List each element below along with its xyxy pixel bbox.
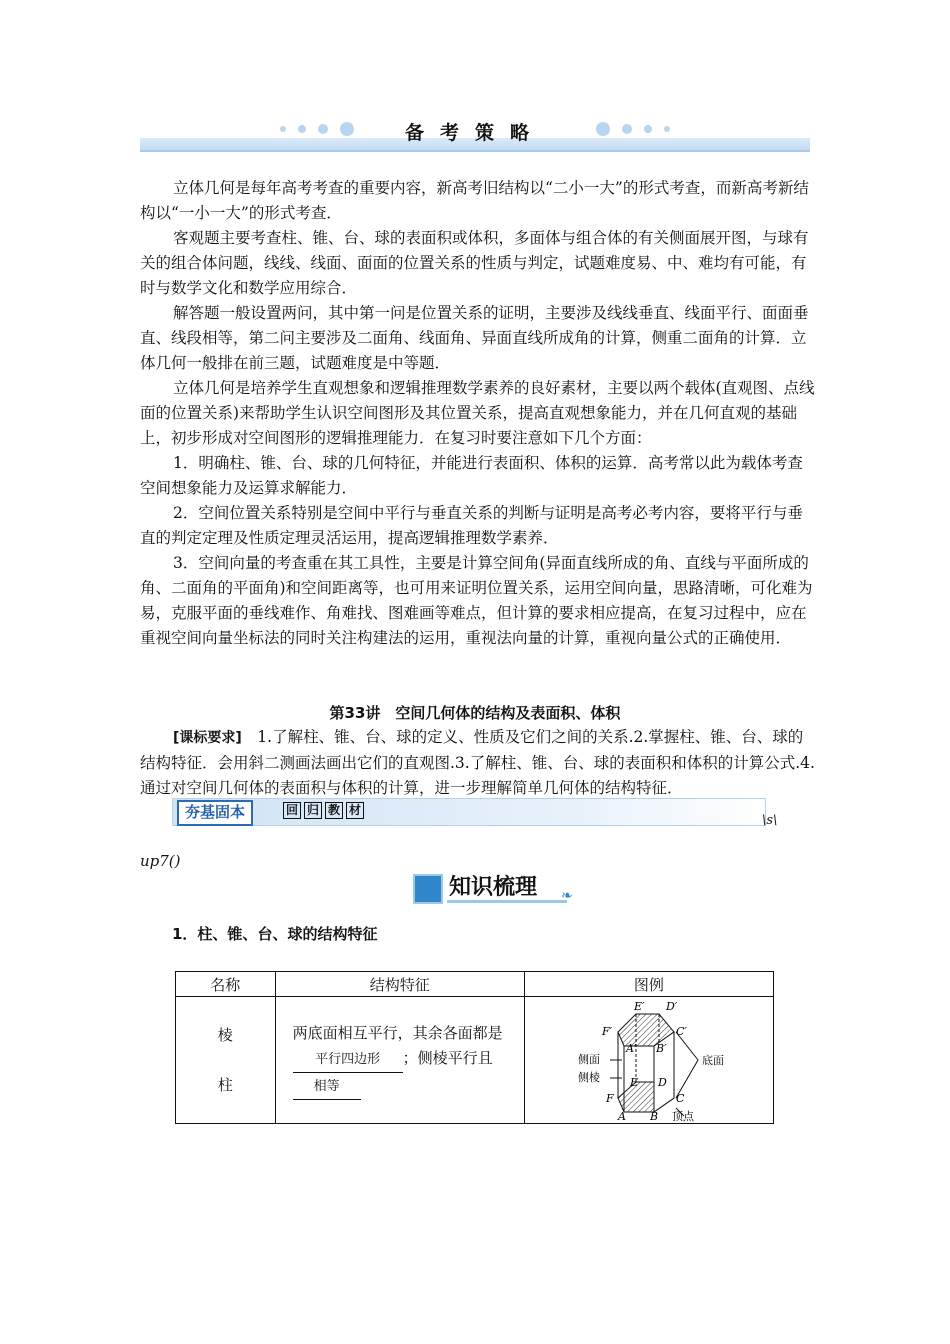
table-header: 名称 [176,972,276,997]
item-title: 1．柱、锥、台、球的结构特征 [172,925,378,943]
vertex-label: E [629,1076,638,1089]
structure-table [175,971,774,1124]
prism-diagram [526,998,776,1122]
name-char: 棱 [217,1026,233,1044]
requirements-label: [课标要求] [173,730,242,746]
section-subtitle-char: 教 [325,802,343,819]
vertex-label: E′ [633,1000,645,1013]
strategy-paragraph-5: 1．明确柱、锥、台、球的几何特征，并能进行表面积、体积的运算．高考常以此为载体考查空间想象能力及运算求解能力． [140,454,803,497]
answer-blank: 相等 [293,1074,361,1100]
section-subtitle [283,802,367,819]
vertex-label: B′ [655,1042,667,1055]
section-subtitle-char: 归 [304,802,322,819]
strategy-paragraph-6: 2．空间位置关系特别是空间中平行与垂直关系的判断与证明是高考必考内容，要将平行与垂直的判定定理及性质定理灵活运用，提高逻辑推理数学素养． [140,504,803,547]
vertex-label: A′ [625,1042,637,1055]
leaf-icon: ❧ [561,888,573,904]
table-header: 图例 [524,972,773,997]
prism-figure [526,998,772,1122]
name-cell [176,997,276,1124]
feature-cell [275,997,524,1124]
vertex-label: B [649,1110,658,1122]
knowledge-heading-text: 知识梳理 [449,875,538,900]
section-banner [140,118,810,150]
requirements-text: 1.了解柱、锥、台、球的定义、性质及它们之间的关系.2.掌握柱、锥、台、球的结构特征．会用斜二测画法画出它们的直观图.3.了解柱、锥、台、球的表面积和体积的计算公式.4.通过对空间几何体的表面积与体积的计算，进一步理解简单几何体的结构特征． [140,728,815,797]
section-subtitle-char: 回 [283,802,301,819]
section-bar [172,798,766,826]
side-face-label: 侧面 [577,1053,600,1066]
figure-cell [524,997,773,1124]
lecture-title: 第33讲 空间几何体的结构及表面积、体积 [329,704,621,722]
banner-dots-right [596,122,670,136]
vertex-label: D′ [665,1000,678,1013]
section-subtitle-char: 材 [346,802,364,819]
table-header: 结构特征 [275,972,524,997]
base-label: 底面 [701,1054,724,1067]
curriculum-requirements [140,725,816,801]
vertex-label: F′ [601,1025,612,1038]
vertex-point-label: 顶点 [671,1110,694,1122]
strategy-paragraph-1: 立体几何是每年高考考查的重要内容，新高考旧结构以“二小一大”的形式考查，而新高考新结构以“一小一大”的形式考查． [140,179,809,222]
table-header-row [176,972,774,997]
heading-square-icon [413,874,443,904]
strategy-paragraph-7: 3．空间向量的考查重在其工具性，主要是计算空间角(异面直线所成的角、直线与平面所成的角、二面角的平面角)和空间距离等，也可用来证明位置关系，运用空间向量，思路清晰，可化难为易，克服平面的垂线难作、角难找、图难画等难点，但计算的要求相应提高，在复习过程中，应在重视空间向量坐标法的同时关注构建法的运用，重视法向量的计算，重视向量公式的正确使用． [140,554,813,647]
section-tag: 夯基固本 [177,800,253,826]
banner-title: 备考策略 [404,122,545,144]
strategy-paragraph-2: 客观题主要考查柱、锥、台、球的表面积或体积，多面体与组合体的有关侧面展开图，与球有关的组合体问题，线线、线面、面面的位置关系的性质与判定，试题难度易、中、难均有可能，有时与数学文化和数学应用综合． [140,229,809,297]
stray-markup-left: up7() [140,852,181,870]
table-row [176,997,774,1124]
vertex-label: C′ [675,1025,687,1038]
knowledge-heading [413,870,573,902]
strategy-paragraph-4: 立体几何是培养学生直观想象和逻辑推理数学素养的良好素材，主要以两个载体(直观图、点线面的位置关系)来帮助学生认识空间图形及其位置关系，提高直观想象能力，并在几何直观的基础上，初步形成对空间图形的逻辑推理能力．在复习时要注意如下几个方面： [140,379,815,447]
strategy-paragraph-3: 解答题一般设置两问，其中第一问是位置关系的证明，主要涉及线线垂直、线面平行、面面垂直、线段相等，第二问主要涉及二面角、线面角、异面直线所成角的计算，侧重二面角的计算．立体几何一般排在前三题，试题难度是中等题． [140,304,809,372]
feature-text: 两底面相互平行，其余各面都是 [292,1023,503,1042]
vertex-label: F [605,1092,614,1105]
vertex-label: A [617,1110,626,1122]
stray-markup-right: \s\ [762,813,778,828]
answer-blank: 平行四边形 [293,1047,403,1073]
heading-underline [447,900,567,903]
vertex-label: D [657,1076,667,1089]
side-edge-label: 侧棱 [577,1071,600,1084]
name-char: 柱 [217,1076,233,1094]
vertex-label: C [675,1092,685,1105]
feature-text: ；侧棱平行且 [402,1048,493,1067]
